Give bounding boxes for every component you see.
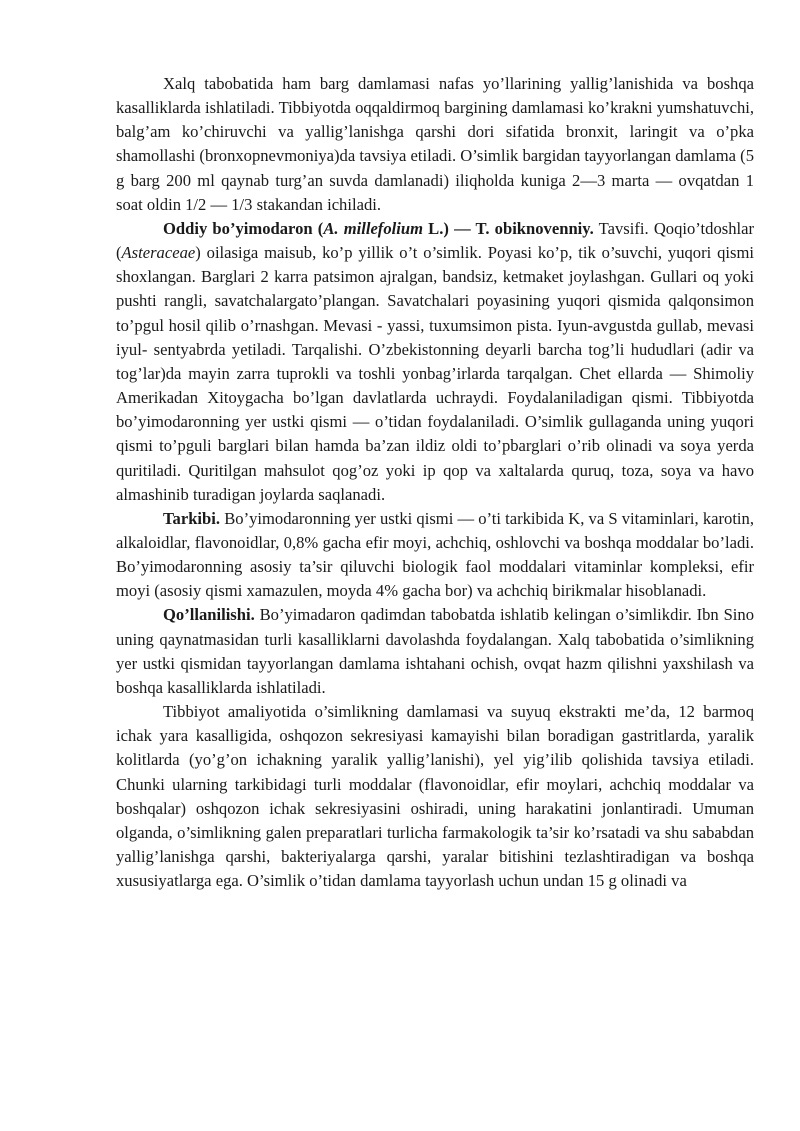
text-run: Xalq tabobatida ham barg damlamasi nafas yo’llarining yallig’lanishida va boshqa kasalliklarda ishlatiladi. Tibbiyotda oqqaldirmoq bargining damlamasi ko’krakni yumshatuvchi, balg’am ko’chiruvchi va yallig’lanishga qarshi dori sifatida bronxit, laringit va o’pka shamollashi (bronxopnevmoniya)da tavsiya etiladi. O’simlik bargidan tayyorlangan damlama (5 g barg 200 ml qaynab turg’an suvda damlanadi) iliqholda kuniga 2—3 marta — ovqatdan 1 soat oldin 1/2 — 1/3 stakandan ichiladi. <box>116 74 754 214</box>
text-run: Tibbiyot amaliyotida o’simlikning damlamasi va suyuq ekstrakti me’da, 12 barmoq ichak yara kasalligida, oshqozon sekresiyasi kamayishi bilan boradigan gastritlarda, yaralik kolitlarda (yo’g’on ichakning yaralik yallig’lanishi), yel yig’ilib qolishida tavsiya etiladi. Chunki ularning tarkibidagi turli moddalar (flavonoidlar, efir moylari, achchiq moddalar va boshqalar) oshqozon ichak sekresiyasini oshiradi, uning harakatini jonlantiradi. Umuman olganda, o’simlikning galen preparatlari turlicha farmakologik ta’sir ko’rsatadi va shu sababdan yallig’lanishga qarshi, bakteriyalarga qarshi, yaralar bitishini tezlashtiradigan va boshqa xususiyatlarga ega. O’simlik o’tidan damlama tayyorlash uchun undan 15 g olinadi va <box>116 702 754 891</box>
paragraph <box>116 72 754 217</box>
heading-run: Oddiy bo’yimodaron ( <box>163 218 324 238</box>
text-run: ) oilasiga maisub, ko’p yillik o’t o’simlik. Poyasi ko’p, tik o’suvchi, yuqori qismi shoxlangan. Barglari 2 karra patsimon ajralgan, bandsiz, ketmaket joylashgan. Gullari oq yoki pushti rangli, savatchalargato’plangan. Savatchalari poyasining yuqori qismida qalqonsimon to’pgul hosil qilib o’rnashgan. Mevasi - yassi, tuxumsimon pista. Iyun-avgustda gullab, mevasi iyul- sentyabrda yetiladi. Tarqalishi. O’zbekistonning deyarli barcha tog’li hududlari (adir va tog’lar)da mayin zarra tuprokli va toshli yonbag’irlarda tarqalgan. Chet ellarda — Shimoliy Amerikadan Xitoygacha bo’lgan davlatlarda uchraydi. Foydalaniladigan qismi. Tibbiyotda bo’yimodaronning yer ustki qismi — o’tidan foydalaniladi. O’simlik gullaganda uning yuqori qismi to’pguli barglari bilan hamda ba’zan ildiz oldi to’pbarglari o’rib olinadi va soya yerda quritiladi. Quritilgan mahsulot qog’oz yoki ip qop va xaltalarda quruq, toza, soya va havo almashinib turadigan joylarda saqlanadi. <box>116 243 754 504</box>
paragraph <box>116 507 754 604</box>
section-label: Tarkibi. <box>163 508 221 528</box>
text-run: Bo’yimodaronning yer ustki qismi — o’ti tarkibida K, va S vitaminlari, karotin, alkaloidlar, flavonoidlar, 0,8% gacha efir moyi, achchiq, oshlovchi va boshqa moddalar bo’ladi. Bo’yimodaronning asosiy ta’sir qiluvchi biologik faol moddalari vitaminlar kompleksi, efir moyi (asosiy qismi xamazulen, moyda 4% gacha bor) va achchiq birikmalar hisoblanadi. <box>116 508 754 601</box>
paragraph <box>116 700 754 893</box>
document-page <box>116 72 754 893</box>
paragraph <box>116 603 754 700</box>
paragraph <box>116 217 754 507</box>
text-run: Tavsifi. Qoqio’tdoshlar ( <box>116 218 754 263</box>
latin-name: A. millefolium <box>323 218 423 238</box>
text-run: Bo’yimadaron qadimdan tabobatda ishlatib kelingan o’simlikdir. Ibn Sino uning qaynatmasidan turli kasalliklarni davolashda foydalangan. Xalq tabobatida o’simlikning yer ustki qismidan tayyorlangan damlama ishtahani ochish, ovqat hazm qilishni yaxshilash va boshqa kasalliklarda ishlatiladi. <box>116 605 754 697</box>
heading-run: L.) — T. obiknovenniy. <box>423 218 594 238</box>
section-label: Qo’llanilishi. <box>163 605 255 625</box>
family-name: Asteraceae <box>121 243 196 263</box>
